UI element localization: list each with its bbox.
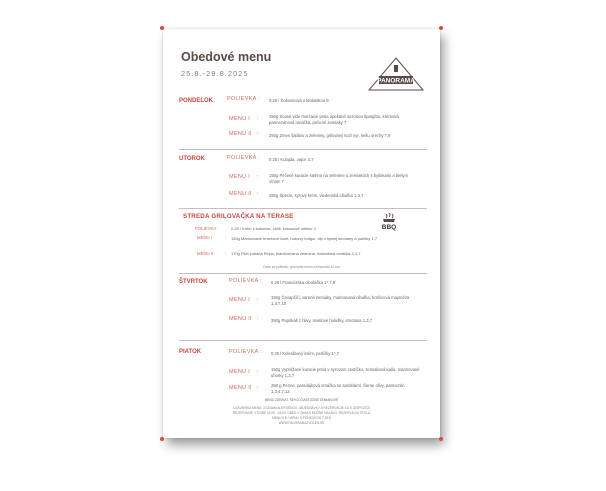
soup-label: POLIEVKA : [227, 96, 260, 102]
panorama-logo [367, 57, 425, 91]
soup-label: POLIEVKA : [229, 278, 262, 284]
divider [179, 340, 427, 341]
menu1-text: 150g Marinované bravčové karé, hubový bulgur, dip z kyslej smotany a pažítky 1,7 [231, 236, 378, 241]
divider [179, 273, 427, 274]
menu2-text: 250g Špecle, syrový krém, viedenská cibuľka 1,3,7 [269, 193, 364, 198]
soup-text: 0,25 l Kulajda, vajce 3,7 [269, 157, 314, 162]
soup-text: 0,25 l Šošovicová s klobáskou 9 [269, 98, 329, 103]
menu2-label: MENU II [229, 191, 252, 197]
menu-sheet [163, 29, 440, 438]
corner-dot [160, 437, 164, 441]
menu1-text: 150g Vyprážané kuracie prsia v syrovom cestíčku, zemiaková kaša, marinované uhorky 1,3,7 [271, 367, 420, 378]
divider [179, 208, 427, 209]
page-title: Obedové menu [181, 50, 272, 64]
day-monday: PONDELOK [179, 98, 214, 104]
date-range: 25.8.-29.8.2025 [181, 69, 249, 78]
colon: : [257, 131, 259, 137]
soup-label: POLIEVKA : [227, 155, 260, 161]
soup-label: POLIEVKA : [229, 349, 262, 355]
footer-line: MENU ZDRAVO, ŠEVCI ČIASTOČNE ZEMIAKOVÉ [264, 398, 339, 402]
menu2-text: 250g Zmes šalátov a zeleniny, grilovaný kozí syr, kešu orechy 7,8 [269, 133, 391, 138]
menu1-text: 150g Sousé vide morčacie prsia opekané sezonou špargľou, krémová parmezánová omáčka, pečené zemiaky 7 [269, 114, 399, 125]
footer-website: WWW.PANORAMAZVOLEN.SK [278, 421, 325, 425]
menu1-text: 150g Pečené kuracie stehno na zelenine a zemiakoch s bylinkami a bielym vínom 7 [269, 173, 408, 184]
menu2-text: 250 g Penne, paradajková omáčka so sardelami, čierne olivy, parmezán 1,3,4,7,12 [271, 383, 405, 394]
day-friday: PIATOK [179, 349, 202, 355]
corner-dot [439, 26, 443, 30]
colon: : [257, 191, 259, 197]
soup-text: 0,25 l Francúzska cibuľačka 1*,7,9 [271, 280, 336, 285]
footer-line: UZÁVIERKA MENU: ZOZNAM ALERGÉNOV, OBJEDNÁVKY A REZERVÁCIE SÚ K DISPOZÍCII [233, 406, 370, 410]
soup-text: 0,25 l Krém z kukurice, chilli, kokosové mlieko 3 [231, 226, 316, 231]
corner-dot [160, 26, 164, 30]
menu1-label: MENU I [229, 297, 251, 303]
menu2-label: MENU II [229, 131, 252, 137]
soup-label: POLIEVKA : [195, 226, 219, 231]
menu1-label: MENU I [197, 235, 213, 240]
colon: : [257, 297, 259, 303]
menu2-label: MENU II [229, 385, 252, 391]
bbq-grill-icon [377, 212, 401, 232]
footer-line: REZERVÁCIE V DOBE 11:00 - 13:00, OBED V ZNAKU MOŽNÉ NAĽAVO, REZERVÁCIA STOLA [232, 411, 371, 415]
colon: : [225, 251, 227, 256]
day-thursday: ŠTVRTOK [179, 279, 208, 285]
logo-text: PANORAMA [377, 77, 415, 85]
day-tuesday: UTOROK [179, 156, 205, 162]
day-wednesday: STREDA GRILOVAČKA NA TERASE [183, 213, 294, 220]
colon: : [257, 369, 259, 375]
corner-dot [439, 437, 443, 441]
divider [179, 149, 427, 150]
menu1-label: MENU I [229, 369, 251, 375]
soup-text: 0,25 l Kelerábový krém, perličky 1*,7 [271, 351, 339, 356]
menu1-label: MENU I [229, 116, 251, 122]
menu2-label: MENU II [197, 251, 214, 256]
menu1-label: MENU I [229, 174, 251, 180]
menu2-label: MENU II [229, 316, 252, 322]
grill-price-note: Cena za polievku, grilované menu a limonádu 10 eur [263, 265, 340, 269]
menu2-text: 170g Filet zubáča Pezia, blanšírovaná zelenina, holandská omáčka 3,4,7 [231, 251, 361, 256]
colon: : [225, 235, 227, 240]
menu2-text: 250g Paprikáš z hlivy, maslové halušky, smotana 1,3,7 [271, 318, 373, 323]
colon: : [257, 116, 259, 122]
footer-line: MENU 6 € / MENU S POLIEVKOU 7,90 € [272, 416, 331, 420]
colon: : [257, 174, 259, 180]
colon: : [257, 385, 259, 391]
bbq-text: BBQ [381, 224, 397, 231]
menu1-text: 150g Čevapčiči, varené zemiaky, marinovaná cibuľka, horčicová majonéza 1,3,7,10 [271, 295, 410, 306]
colon: : [257, 316, 259, 322]
